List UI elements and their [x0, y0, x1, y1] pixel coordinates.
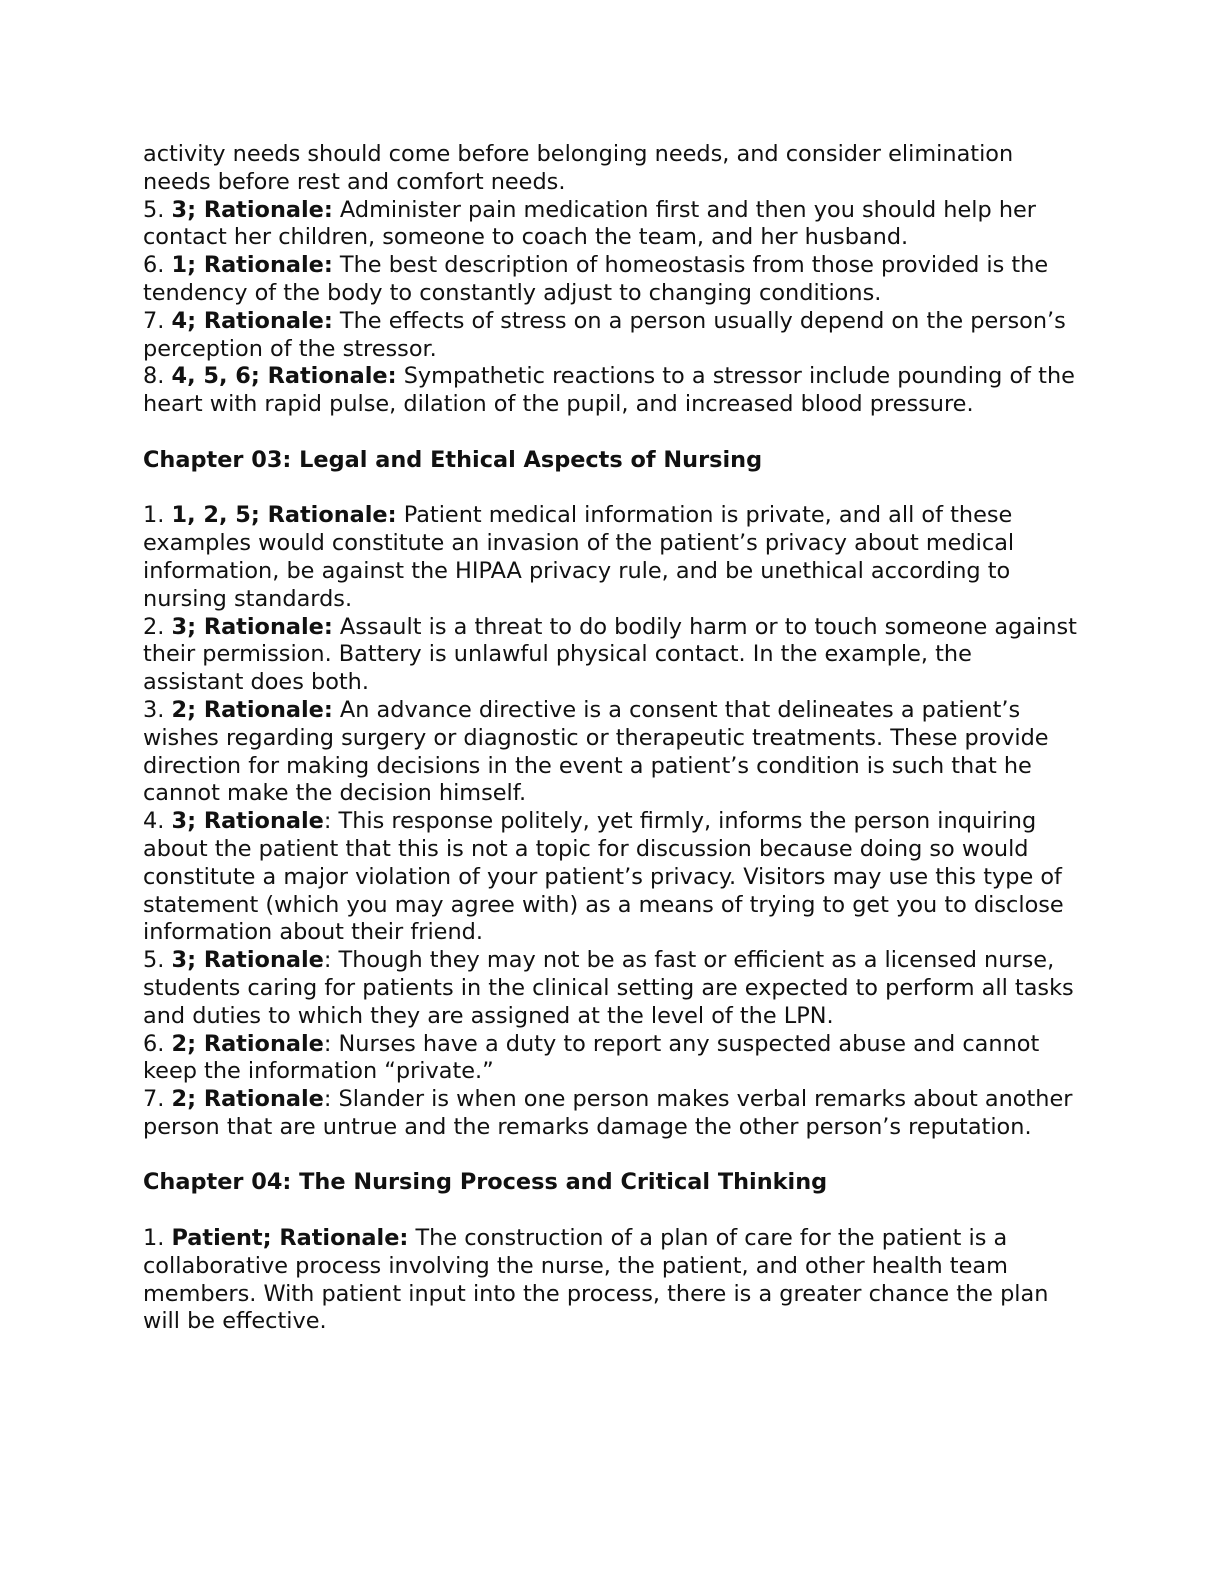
answer-label: 2; Rationale	[171, 1030, 324, 1057]
chapter-03-heading: Chapter 03: Legal and Ethical Aspects of Nursing	[143, 446, 763, 473]
answer-rationale: : This response politely, yet firmly, informs the person inquiring about the patient that this is not a topic for discussion because doing so would constitute a major violation of your patient’s privacy. Visitors may use this type of statement (which you may agree with) as a means of trying to get you to disclose information about their friend.	[143, 808, 1064, 946]
answer-number: 5.	[143, 947, 165, 974]
answer-number: 5.	[143, 196, 165, 223]
answer-rationale: The construction of a plan of care for the patient is a collaborative process involving the nurse, the patient, and other health team members. With patient input into the process, there is a greater chance the plan will be effective.	[143, 1225, 1049, 1335]
answer-label: 4; Rationale:	[171, 307, 333, 334]
answer-number: 6.	[143, 252, 165, 279]
answer-item	[143, 502, 1078, 613]
answer-rationale: : Slander is when one person makes verbal remarks about another person that are untrue and the remarks damage the other person’s reputation.	[143, 1086, 1073, 1140]
answer-label: 3; Rationale	[171, 947, 324, 974]
answer-label: 1, 2, 5; Rationale:	[171, 502, 397, 529]
chapter-03-answer-list	[143, 502, 1078, 1141]
spacer	[143, 419, 1078, 447]
answer-item	[143, 252, 1078, 308]
answer-item	[143, 697, 1078, 808]
chapter-04-answer-list	[143, 1225, 1078, 1336]
answer-rationale: Administer pain medication first and then you should help her contact her children, someone to coach the team, and her husband.	[143, 196, 1036, 251]
answer-label: 2; Rationale	[171, 1086, 324, 1113]
answer-rationale: Assault is a threat to do bodily harm or to touch someone against their permission. Battery is unlawful physical contact. In the example, the assistant does both.	[143, 613, 1077, 696]
answer-rationale: : Nurses have a duty to report any suspected abuse and cannot keep the information “private.”	[143, 1030, 1040, 1085]
spacer	[143, 1197, 1078, 1225]
answer-number: 3.	[143, 696, 165, 723]
answer-number: 2.	[143, 613, 165, 640]
answer-label: 3; Rationale:	[171, 196, 333, 223]
answer-number: 7.	[143, 307, 165, 334]
answer-number: 1.	[143, 502, 165, 529]
answer-label: 4, 5, 6; Rationale:	[171, 363, 397, 390]
answer-item	[143, 363, 1078, 419]
chapter-04-heading: Chapter 04: The Nursing Process and Critical Thinking	[143, 1169, 828, 1196]
answer-label: 1; Rationale:	[171, 252, 333, 279]
answer-rationale: Sympathetic reactions to a stressor include pounding of the heart with rapid pulse, dilation of the pupil, and increased blood pressure.	[143, 363, 1075, 418]
answer-label: Patient; Rationale:	[171, 1225, 409, 1252]
answer-item	[143, 947, 1078, 1030]
answer-number: 1.	[143, 1225, 165, 1252]
continuation-paragraph: activity needs should come before belonging needs, and consider elimination needs before rest and comfort needs.	[143, 141, 1014, 195]
answer-label: 3; Rationale:	[171, 613, 333, 640]
answer-rationale: : Though they may not be as fast or efficient as a licensed nurse, students caring for patients in the clinical setting are expected to perform all tasks and duties to which they are assigned at the level of the LPN.	[143, 947, 1074, 1029]
answer-item	[143, 1086, 1078, 1142]
answer-rationale: An advance directive is a consent that delineates a patient’s wishes regarding surgery or diagnostic or therapeutic treatments. These provide direction for making decisions in the event a patient’s condition is such that he cannot make the decision himself.	[143, 696, 1049, 807]
answer-rationale: Patient medical information is private, and all of these examples would constitute an invasion of the patient’s privacy about medical information, be against the HIPAA privacy rule, and be unethical according to nursing standards.	[143, 502, 1015, 612]
answer-number: 7.	[143, 1086, 165, 1113]
answer-item	[143, 1225, 1078, 1336]
answer-rationale: The best description of homeostasis from those provided is the tendency of the body to constantly adjust to changing conditions.	[143, 252, 1049, 306]
answer-label: 2; Rationale:	[171, 696, 333, 723]
answer-item	[143, 1031, 1078, 1087]
document-page	[143, 141, 1078, 1336]
answer-rationale: The effects of stress on a person usually depend on the person’s perception of the stressor.	[143, 307, 1066, 362]
answer-number: 8.	[143, 363, 165, 390]
spacer	[143, 1142, 1078, 1170]
answer-number: 6.	[143, 1030, 165, 1057]
answer-item	[143, 614, 1078, 697]
chapter-02-answer-list	[143, 197, 1078, 419]
answer-label: 3; Rationale	[171, 808, 324, 835]
spacer	[143, 475, 1078, 503]
answer-item	[143, 808, 1078, 947]
answer-number: 4.	[143, 808, 165, 835]
answer-item	[143, 308, 1078, 364]
answer-item	[143, 197, 1078, 253]
